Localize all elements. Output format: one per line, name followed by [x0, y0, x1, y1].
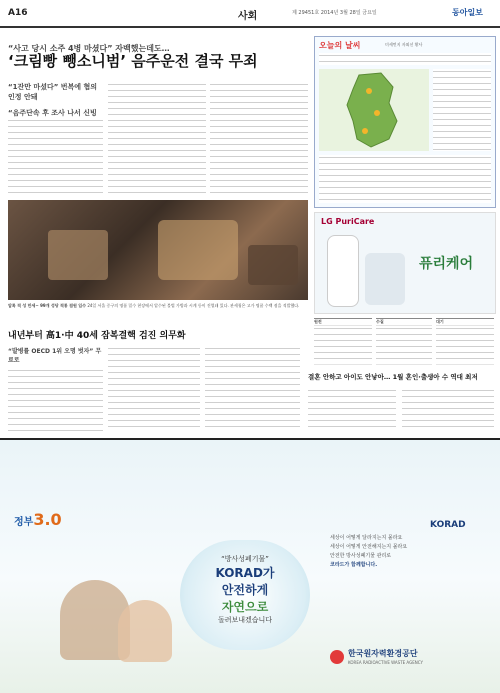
- weather-title: 오늘의 날씨: [319, 41, 361, 50]
- photo-bag-shape: [248, 245, 298, 285]
- story3-body-col1: [308, 388, 396, 432]
- table-header: 대기: [436, 319, 494, 326]
- data-table-2: [376, 318, 432, 365]
- issue-info: 제 29451호 2014년 3월 28일 금요일: [292, 10, 377, 16]
- weather-body-text: [319, 155, 491, 203]
- korad-logo: KORAD: [430, 520, 466, 530]
- photo-bag-shape: [158, 220, 238, 280]
- korea-map-icon: [319, 69, 429, 151]
- ad-right-line: 세상이 어떻게 달라지는지 몰라요: [330, 535, 403, 541]
- korad-ad: [0, 438, 500, 693]
- lg-ad-brand: LG PuriCare: [321, 217, 375, 226]
- data-table-3: [436, 318, 494, 365]
- story1-body-col1: [8, 118, 103, 196]
- story1-headline: ‘크림빵 뺑소니범’ 음주운전 결국 무죄: [8, 52, 258, 70]
- story3-body-col2: [402, 388, 494, 432]
- ad-right-line: 코라드가 함께합니다.: [330, 562, 378, 568]
- photo-caption-title: 압록 적 성 만세~ 99개 성당 적통 점원 입수: [8, 303, 87, 308]
- table-header: 수질: [376, 319, 432, 326]
- section-title: 사회: [238, 11, 258, 22]
- table-rows: [436, 326, 494, 365]
- photo-caption: [8, 303, 308, 319]
- ad-right-line: 세상이 어떻게 안전해지는지 몰라요: [330, 544, 408, 550]
- air-purifier-image: [365, 253, 405, 305]
- story2-body-col2: [108, 346, 200, 432]
- ad-right-copy: [330, 534, 490, 570]
- story2-headline: 내년부터 高1·中 40세 잠복결핵 검진 의무화: [8, 331, 186, 341]
- lg-ad: [314, 212, 496, 314]
- lg-ad-product: 퓨리케어: [419, 256, 474, 272]
- weather-summary: [319, 53, 491, 65]
- ad-org-name-en: KOREA RADIOACTIVE WASTE AGENCY: [348, 660, 423, 665]
- weather-city-list: [433, 69, 491, 151]
- story2-sub1: “발병률 OECD 1위 오명 벗자” 무료로: [8, 348, 102, 364]
- ad-copy-3: 안전하게: [221, 583, 269, 597]
- photo-bag-shape: [48, 230, 108, 280]
- newspaper-logo: 동아일보: [452, 8, 483, 17]
- page-header: [0, 0, 500, 28]
- table-header: 원전: [314, 319, 372, 326]
- table-rows: [314, 326, 372, 365]
- ad-right-line: 안전한 방사성폐기물 관리로: [330, 553, 392, 559]
- ad-copy-2: KORAD가: [215, 566, 275, 580]
- story1-kicker: “사고 당시 소주 4병 마셨다” 자백했는데도…: [8, 44, 170, 53]
- photo-caption-body: 24일 서울 중구의 명품 밀수 현장에서 압수된 불법 가방과 시계 등이 진열돼 있다. 관세청은 고가 명품 수백 점을 적발했다.: [87, 303, 300, 308]
- story2-body-col1: [8, 368, 103, 432]
- ad-copy-4: 자연으로: [221, 600, 269, 614]
- story2-body-col3: [205, 346, 300, 432]
- page-number: A16: [8, 8, 28, 18]
- korad-emblem-icon: [330, 650, 344, 664]
- story3-headline: 결혼 안하고 아이도 안낳아… 1월 혼인·출생아 수 역대 최저: [308, 373, 478, 381]
- air-purifier-image: [327, 235, 359, 307]
- news-photo: [8, 200, 308, 300]
- ad-center-bubble: [180, 540, 310, 650]
- gov30-logo: 정부3.0: [14, 510, 62, 529]
- ad-copy-1: “방사성폐기물”: [221, 555, 269, 563]
- story1-sub1: “1잔만 마셨다” 번복에 혐의 인정 안돼: [8, 83, 98, 101]
- ad-org-name: 한국원자력환경공단: [348, 649, 418, 658]
- story1-sub2: “음주단속 후 조사 나서 신빙: [8, 109, 97, 117]
- ad-child-figure: [118, 600, 172, 662]
- weather-tags: 미세먼지 자외선 황사: [385, 42, 423, 47]
- story1-body-col2: [108, 82, 206, 196]
- story1-body-col3: [210, 82, 308, 196]
- ad-copy-5: 돌려보내겠습니다: [217, 616, 273, 624]
- data-table-1: [314, 318, 372, 365]
- weather-panel: [314, 36, 496, 208]
- weather-map: [319, 69, 429, 151]
- table-rows: [376, 326, 432, 365]
